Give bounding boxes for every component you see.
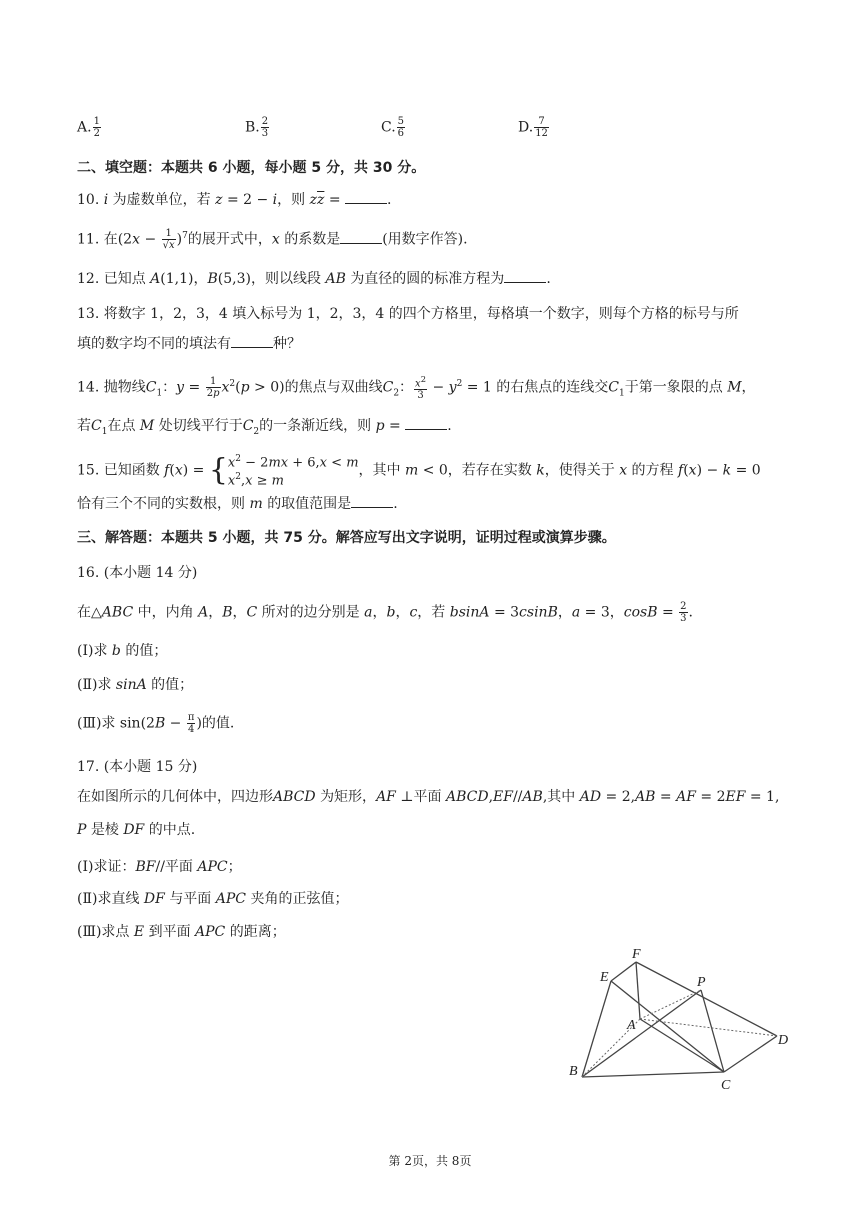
label-D: D [778, 1033, 789, 1048]
section-2-heading: 二、填空题：本题共 6 小题，每小题 5 分，共 30 分。 [77, 160, 426, 176]
answer-blank[interactable] [340, 231, 382, 244]
label-F: F [632, 947, 641, 962]
option-d-fraction: $\frac{7}{12}$ [535, 116, 548, 139]
question-14-line-2: 若$C_1$在点 M 处切线平行于$C_2$的一条渐近线，则 p = . [77, 418, 452, 437]
question-16-part-2: (Ⅱ)求 sinA 的值； [77, 677, 194, 693]
geometry-figure [560, 945, 800, 1095]
question-17-part-1: (Ⅰ)求证：BF//平面 APC； [77, 859, 242, 875]
label-E: E [600, 970, 609, 985]
answer-blank[interactable] [405, 417, 447, 430]
answer-blank[interactable] [345, 191, 387, 204]
option-c-fraction: $\frac{5}{6}$ [397, 116, 405, 139]
question-13-line-1: 13. 将数字 1，2，3，4 填入标号为 1，2，3，4 的四个方格里，每格填一个数字，则每个方格的标号与所 [77, 306, 739, 322]
answer-blank[interactable] [504, 270, 546, 283]
page-footer: 第 2页，共 8页 [388, 1154, 472, 1168]
answer-blank[interactable] [351, 495, 393, 508]
label-B: B [569, 1064, 578, 1079]
question-15-line-1: 15. 已知函数 $f(x) = \{x^2 - 2mx + 6,x < m$ $x^2,x \ge m$，其中 m < 0，若存在实数 k，使得关于 x 的方程 f(x) − k = 0 [77, 452, 761, 489]
answer-blank[interactable] [231, 335, 273, 348]
question-16-part-3: (Ⅲ)求 sin(2B − $\frac{\pi}{4}$ )的值. [77, 712, 235, 735]
question-10: 10. i 为虚数单位，若 z = 2 − i，则 $z\overline{z}$ = . [77, 192, 392, 208]
question-17-heading: 17. (本小题 15 分) [77, 759, 198, 775]
question-14-line-1: 14. 抛物线$C_1$：y = $\frac{1}{2p}$ $x^2(p > 0)$的焦点与双曲线$C_2$： $\frac{x^2}{3}$ − $y^2 = 1$ 的右焦点的连线交$C_1$于第一象限的点 M， [77, 374, 756, 402]
question-17-part-3: (Ⅲ)求点 E 到平面 APC 的距离； [77, 924, 286, 940]
question-15-line-2: 恰有三个不同的实数根，则 m 的取值范围是 . [77, 496, 398, 512]
question-13-line-2: 填的数字均不同的填法有 种？ [77, 336, 301, 352]
question-16-statement: 在△ABC 中，内角 A，B，C 所对的边分别是 a，b，c，若 bsinA = 3csinB，a = 3，cosB = $\frac{2}{3}$ . [77, 601, 693, 624]
label-C: C [721, 1078, 731, 1093]
question-16-part-1: (Ⅰ)求 b 的值； [77, 643, 168, 659]
question-11: 11. 在(2x − $\frac{1}{√x}$ )$^7$的展开式中，x 的系数是 (用数字作答). [77, 228, 468, 252]
option-b-fraction: $\frac{2}{3}$ [261, 116, 269, 139]
question-17-statement-line-1: 在如图所示的几何体中，四边形ABCD 为矩形，AF ⊥平面 ABCD,EF//AB,其中 AD = 2,AB = AF = 2EF = 1, [77, 789, 780, 805]
question-12: 12. 已知点 A(1,1)，B(5,3)，则以线段 AB 为直径的圆的标准方程为 . [77, 271, 551, 287]
option-d: D. $\frac{7}{12}$ [518, 116, 548, 139]
option-a-fraction: $\frac{1}{2}$ [93, 116, 100, 139]
option-a: A. $\frac{1}{2}$ [77, 116, 100, 139]
question-17-part-2: (Ⅱ)求直线 DF 与平面 APC 夹角的正弦值； [77, 891, 349, 907]
option-c: C. $\frac{5}{6}$ [381, 116, 405, 139]
label-P: P [697, 975, 706, 990]
question-17-statement-line-2: P 是棱 DF 的中点. [77, 822, 196, 838]
section-3-heading: 三、解答题：本题共 5 小题，共 75 分。解答应写出文字说明，证明过程或演算步骤。 [77, 530, 616, 546]
question-16-heading: 16. (本小题 14 分) [77, 565, 198, 581]
label-A: A [627, 1018, 636, 1033]
option-b: B. $\frac{2}{3}$ [245, 116, 269, 139]
